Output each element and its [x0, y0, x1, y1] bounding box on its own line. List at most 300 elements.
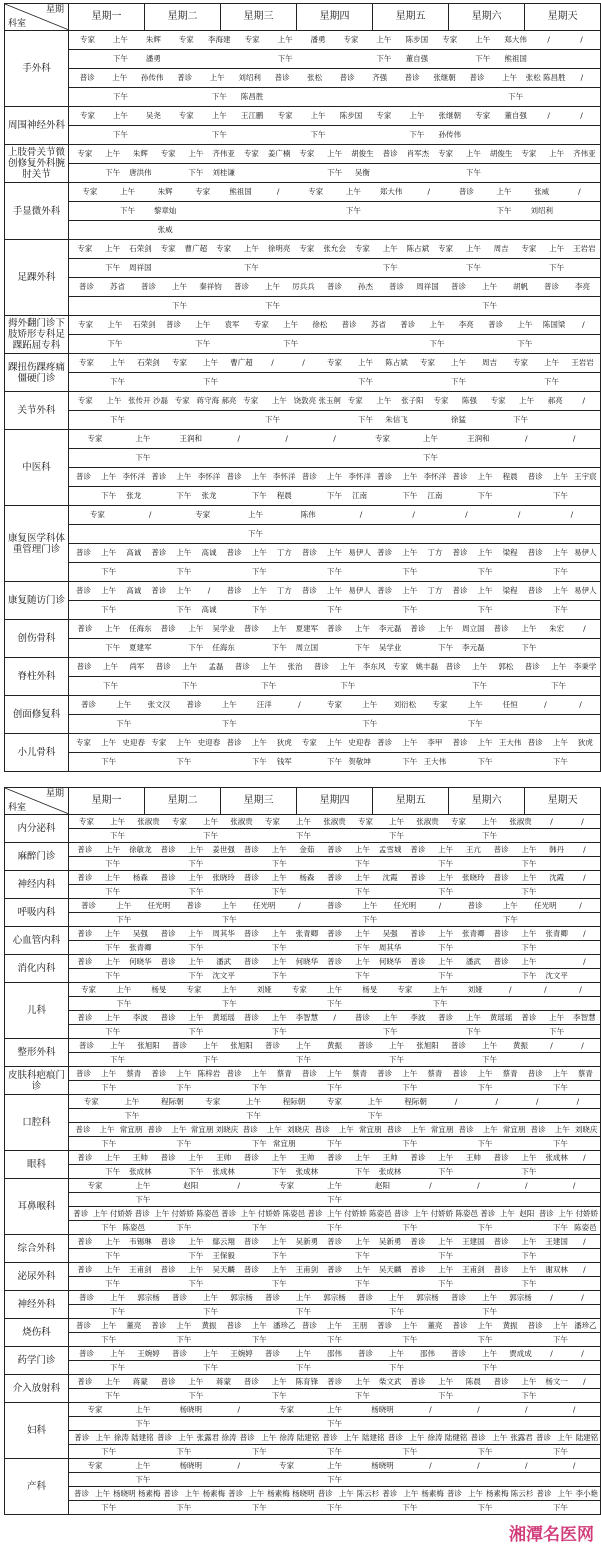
- schedule-cell: /: [550, 1040, 553, 1050]
- schedule-cells: [69, 829, 601, 843]
- schedule-cell: 上午: [271, 396, 287, 405]
- schedule-cell: 上午: [472, 662, 488, 671]
- schedule-cell: 李元磊: [378, 624, 402, 633]
- schedule-cell: 上午: [475, 35, 491, 44]
- schedule-cell: 普诊: [301, 1320, 317, 1330]
- schedule-cell: 上午: [172, 282, 187, 291]
- schedule-cell: /: [544, 984, 547, 994]
- schedule-cell: 下午: [203, 377, 218, 386]
- department-name: 脊柱外科: [5, 658, 69, 696]
- schedule-cell: 普诊: [76, 662, 92, 671]
- schedule-cell: 上午: [243, 244, 259, 253]
- schedule-cell: 上午: [438, 844, 454, 854]
- schedule-cell: 专家: [244, 35, 260, 44]
- schedule-cell: 徐猛: [451, 415, 466, 424]
- schedule-cell: 胡帆: [513, 282, 528, 291]
- schedule-cell: 上午: [354, 1236, 370, 1246]
- schedule-cell: 下午: [135, 1194, 151, 1204]
- schedule-cells: [69, 1235, 601, 1249]
- schedule-cell: 普诊: [234, 662, 250, 671]
- schedule-cell: /: [427, 187, 430, 196]
- schedule-cell: 石荣剑: [137, 358, 160, 367]
- schedule-cell: 王润和: [179, 434, 203, 443]
- schedule-cell: 普诊: [493, 1236, 509, 1246]
- schedule-cell: 普诊: [327, 1152, 343, 1162]
- schedule-cells: [69, 1319, 601, 1333]
- schedule-cell: /: [583, 1376, 586, 1386]
- schedule-cell: 常宜朋: [430, 1124, 454, 1134]
- schedule-cell: /: [454, 1096, 458, 1106]
- schedule-cell: 高诚: [126, 548, 142, 557]
- schedule-cells: [69, 1291, 601, 1305]
- schedule-cell: 上午: [502, 73, 518, 82]
- schedule-cell: 陈步国: [405, 35, 429, 44]
- department-name: 耳鼻喉科: [5, 1179, 69, 1235]
- schedule-cell: 专家: [438, 149, 454, 158]
- department-name: 整形外科: [5, 1039, 69, 1067]
- schedule-cell: /: [438, 900, 442, 910]
- schedule-cell: 下午: [271, 942, 287, 952]
- schedule-cell: 下午: [271, 1390, 287, 1400]
- schedule-cell: 专家: [475, 111, 491, 120]
- schedule-cell: /: [581, 816, 584, 826]
- schedule-cell: 普诊: [301, 472, 317, 481]
- schedule-cell: 上午: [367, 1096, 383, 1106]
- schedule-cell: 上午: [549, 244, 565, 253]
- schedule-cell: 陈云杉: [356, 1488, 380, 1498]
- schedule-cell: 上午: [221, 984, 237, 994]
- schedule-cell: 蔡青: [126, 1068, 142, 1078]
- schedule-cell: 上午: [249, 1488, 265, 1498]
- schedule-cell: 刘晓庆: [574, 1124, 598, 1134]
- schedule-cell: 下午: [521, 1166, 537, 1176]
- schedule-cell: 普诊: [160, 1376, 176, 1386]
- schedule-cell: 赵阳: [183, 1180, 199, 1190]
- schedule-cell: 下午: [101, 567, 117, 576]
- schedule-cell: 王岩岩: [571, 358, 594, 367]
- schedule-cell: 郑大伟: [504, 35, 527, 44]
- schedule-cell: 普诊: [452, 548, 468, 557]
- schedule-cell: 上午: [438, 1264, 454, 1274]
- schedule-cell: 上午: [105, 624, 121, 633]
- schedule-cell: 杨旻: [151, 984, 167, 994]
- schedule-cell: 上午: [105, 928, 121, 938]
- schedule-cell: 普诊: [301, 586, 317, 595]
- schedule-cell: 周立国: [462, 624, 485, 633]
- schedule-cell: 普诊: [226, 1068, 242, 1078]
- schedule-cell: 张成林: [545, 1152, 568, 1162]
- schedule-cell: 上午: [551, 662, 567, 671]
- schedule-cell: 普诊: [177, 73, 193, 82]
- schedule-cells: [69, 1011, 601, 1025]
- schedule-cell: 普诊: [452, 586, 468, 595]
- schedule-cell: 普诊: [470, 1432, 486, 1442]
- schedule-cell: 上午: [451, 358, 466, 367]
- schedule-cell: 下午: [251, 567, 267, 576]
- schedule-cell: 下午: [176, 605, 192, 614]
- schedule-cell: 上午: [521, 1376, 537, 1386]
- schedule-cell: 下午: [135, 453, 151, 462]
- schedule-cell: 上午: [552, 1320, 568, 1330]
- schedule-cell: 上午: [101, 1320, 117, 1330]
- schedule-cell: 下午: [188, 1026, 204, 1036]
- schedule-cell: 专家: [420, 358, 435, 367]
- schedule-cell: 上午: [521, 1264, 537, 1274]
- schedule-cell: 普诊: [243, 928, 259, 938]
- schedule-cell: 普诊: [544, 282, 559, 291]
- table-row: [5, 31, 601, 50]
- schedule-cell: 普诊: [452, 738, 468, 747]
- schedule-cells: [69, 997, 601, 1011]
- schedule-cell: 杨晓明: [371, 1460, 394, 1470]
- schedule-cell: 王宇宸: [574, 472, 597, 481]
- table-row: [5, 1417, 601, 1431]
- schedule-cell: 上午: [271, 1236, 287, 1246]
- schedule-cell: 普诊: [242, 1124, 258, 1134]
- table-row: [5, 1361, 601, 1375]
- schedule-cell: 下午: [265, 415, 280, 424]
- schedule-cell: 下午: [402, 1222, 418, 1232]
- schedule-cell: 吴新勇: [295, 1236, 319, 1246]
- schedule-cell: 下午: [438, 643, 454, 652]
- schedule-cell: 普诊: [172, 1348, 187, 1358]
- schedule-cell: 下午: [521, 970, 537, 980]
- schedule-cell: 普诊: [493, 1152, 509, 1162]
- schedule-cell: /: [570, 510, 574, 519]
- schedule-cell: /: [508, 984, 512, 994]
- schedule-cell: 下午: [271, 886, 287, 896]
- schedule-cell: 朱辉: [157, 187, 173, 196]
- schedule-cell: 普诊: [527, 1068, 543, 1078]
- schedule-cell: 专家: [327, 1096, 343, 1106]
- schedule-cell: 下午: [544, 377, 559, 386]
- schedule-cell: 王亢: [465, 844, 481, 854]
- schedule-cell: 上午: [119, 187, 135, 196]
- schedule-cell: 普诊: [322, 1432, 338, 1442]
- schedule-cell: 上午: [188, 1236, 204, 1246]
- table-row: [5, 927, 601, 941]
- schedule-cell: /: [578, 187, 581, 196]
- schedule-cell: 下午: [552, 1334, 568, 1344]
- table-row: [5, 1095, 601, 1109]
- schedule-cell: /: [517, 510, 521, 519]
- schedule-cell: 普诊: [301, 548, 317, 557]
- schedule-cell: 上午: [101, 586, 117, 595]
- schedule-cell: 下午: [101, 1222, 117, 1232]
- table-row: [5, 430, 601, 449]
- schedule-cells: [69, 468, 601, 487]
- day-header: 星期一: [69, 4, 145, 31]
- schedule-cell: /: [580, 111, 583, 120]
- schedule-cells: [69, 1095, 601, 1109]
- schedule-cell: 下午: [402, 1502, 418, 1512]
- schedule-cell: 下午: [508, 92, 524, 101]
- schedule-cells: [69, 899, 601, 913]
- schedule-cell: 常宜朋: [358, 1124, 382, 1134]
- schedule-cell: 上午: [176, 586, 192, 595]
- schedule-cell: 专家: [195, 187, 211, 196]
- schedule-cell: 普诊: [313, 662, 329, 671]
- schedule-cell: 上午: [112, 73, 128, 82]
- schedule-cell: 李怀洋: [122, 472, 145, 481]
- schedule-cell: 下午: [135, 1474, 151, 1484]
- table-row: [5, 1501, 601, 1515]
- schedule-cell: /: [550, 816, 553, 826]
- table-row: [5, 1011, 601, 1025]
- schedule-cells: [69, 449, 601, 468]
- schedule-cell: 普诊: [160, 1152, 176, 1162]
- table-row: [5, 1193, 601, 1207]
- schedule-cell: 杨旻: [362, 984, 378, 994]
- schedule-cell: 张威: [534, 187, 550, 196]
- schedule-cell: 周祥国: [416, 282, 439, 291]
- schedule-cell: /: [412, 510, 415, 519]
- schedule-cell: /: [359, 510, 363, 519]
- schedule-cell: 下午: [261, 681, 277, 690]
- schedule-cell: 王婉婷: [137, 1348, 160, 1358]
- day-header: 星期六: [449, 788, 525, 815]
- schedule-cell: 张文汉: [147, 700, 171, 709]
- schedule-cell: 上午: [116, 900, 132, 910]
- schedule-cell: 李智慧: [295, 1012, 319, 1022]
- schedule-cell: 张威: [157, 225, 173, 234]
- schedule-cell: 张允会: [323, 244, 346, 253]
- schedule-cell: 徐涛 陆健铭: [427, 1432, 468, 1442]
- schedule-cell: 下午: [521, 886, 537, 896]
- schedule-cell: 上午: [221, 900, 237, 910]
- schedule-cell: 普诊: [265, 1040, 280, 1050]
- schedule-cell: 下午: [358, 415, 373, 424]
- schedule-cell: /: [524, 434, 528, 443]
- schedule-cell: 上午: [402, 472, 418, 481]
- schedule-cells: [69, 297, 601, 316]
- schedule-cell: 上午: [271, 1152, 287, 1162]
- table-row: [5, 601, 601, 620]
- schedule-cell: 普诊: [451, 1040, 466, 1050]
- schedule-cell: /: [547, 111, 550, 120]
- schedule-cell: 何晓华: [129, 956, 152, 966]
- schedule-cell: 苏省: [370, 320, 386, 329]
- schedule-cell: 普诊: [77, 1236, 93, 1246]
- schedule-cell: 普诊: [243, 624, 259, 633]
- schedule-cell: 上午: [327, 1180, 343, 1190]
- schedule-cell: /: [583, 1236, 586, 1246]
- schedule-cell: 专家: [521, 149, 537, 158]
- schedule-cell: 下午: [110, 1306, 125, 1316]
- schedule-cell: 专家: [172, 358, 187, 367]
- schedule-cell: 专家: [87, 434, 103, 443]
- schedule-cell: 吴衡: [354, 168, 370, 177]
- schedule-cell: 陈强: [462, 396, 478, 405]
- table-row: [5, 1179, 601, 1193]
- schedule-cell: 专家: [521, 244, 537, 253]
- schedule-cell: 下午: [354, 1250, 370, 1260]
- day-header: 星期二: [145, 4, 221, 31]
- schedule-cell: 蔡青: [276, 1068, 292, 1078]
- schedule-cell: 王大伟: [498, 738, 522, 747]
- schedule-cell: 王岩岩: [573, 244, 596, 253]
- table-row: [5, 871, 601, 885]
- schedule-cell: /: [207, 586, 211, 595]
- schedule-cell: 李秉学: [573, 662, 597, 671]
- schedule-cell: 下午: [105, 970, 121, 980]
- table-row: [5, 107, 601, 126]
- table-row: [5, 1123, 601, 1137]
- schedule-cell: 下午: [105, 1250, 121, 1260]
- table-row: [5, 843, 601, 857]
- schedule-cell: 下午: [354, 1390, 370, 1400]
- schedule-cell: 张青卿: [545, 928, 568, 938]
- schedule-cell: 杨森: [299, 872, 315, 882]
- schedule-cell: 下午: [182, 681, 198, 690]
- schedule-cell: 普诊: [307, 1208, 323, 1218]
- schedule-cell: /: [582, 396, 586, 405]
- schedule-cell: 上午: [105, 844, 121, 854]
- schedule-cell: 下午: [465, 1026, 481, 1036]
- table-row: [5, 525, 601, 544]
- schedule-cell: 董亮: [126, 1320, 142, 1330]
- schedule-cell: 孙传伟: [438, 130, 462, 139]
- schedule-cell: 下午: [345, 206, 361, 215]
- schedule-cell: 普诊: [141, 282, 156, 291]
- schedule-cell: 上午: [176, 1320, 192, 1330]
- schedule-cell: 下午: [101, 1082, 117, 1092]
- schedule-cells: [69, 1025, 601, 1039]
- schedule-cell: 沈文平: [212, 970, 235, 980]
- schedule-cell: 赵阳: [374, 1180, 390, 1190]
- schedule-cell: 易伊人: [348, 548, 371, 557]
- schedule-cell: 普诊: [243, 1376, 259, 1386]
- schedule-cell: 专家: [79, 816, 94, 826]
- schedule-cell: 杨素梅: [421, 1488, 444, 1498]
- schedule-cell: 付娇娇: [575, 1208, 599, 1218]
- schedule-cell: 李怀洋: [423, 472, 447, 481]
- schedule-cell: 王甫剑: [129, 1264, 152, 1274]
- schedule-cell: 唐洪伟: [129, 168, 152, 177]
- schedule-cell: 王帅: [299, 1152, 315, 1162]
- schedule-cell: 付娇娇 陈姿邑: [430, 1208, 479, 1218]
- day-header: 星期三: [221, 4, 297, 31]
- schedule-cell: 梁程: [502, 586, 518, 595]
- schedule-cell: 下午: [251, 605, 267, 614]
- schedule-cell: 专家: [81, 984, 97, 994]
- schedule-cell: 上午: [552, 472, 568, 481]
- schedule-cell: 上午: [283, 320, 299, 329]
- schedule-cell: 陈育锋: [295, 1376, 319, 1386]
- schedule-cell: 专家: [279, 1460, 295, 1470]
- schedule-cell: 专家: [216, 244, 232, 253]
- schedule-cell: 上午: [362, 700, 378, 709]
- schedule-cell: 普诊: [151, 472, 167, 481]
- schedule-cell: 下午: [389, 1362, 404, 1372]
- schedule-table-2: [4, 787, 601, 1515]
- schedule-cell: 下午: [521, 858, 537, 868]
- department-name: 拇外翻门诊下肢矫形专科足踝跖屈专科: [5, 316, 69, 354]
- schedule-cell: 上午: [327, 984, 343, 994]
- department-name: 消化内科: [5, 955, 69, 983]
- schedule-cell: 陈国梁: [542, 320, 566, 329]
- schedule-cell: 上午: [92, 1208, 108, 1218]
- schedule-cell: 王帅: [132, 1152, 148, 1162]
- schedule-cell: /: [333, 434, 336, 443]
- schedule-cell: 下午: [326, 1082, 342, 1092]
- schedule-cell: 张松 陈昌胜: [525, 73, 566, 82]
- schedule-cell: 上午: [101, 738, 117, 747]
- schedule-cell: 下午: [402, 567, 418, 576]
- schedule-cell: /: [583, 1264, 586, 1274]
- schedule-cell: 张成林: [295, 1166, 319, 1176]
- department-name: 康复随访门诊: [5, 582, 69, 620]
- schedule-cell: 张露君 徐涛: [196, 1432, 237, 1442]
- schedule-cell: 专家: [279, 1180, 295, 1190]
- schedule-cell: 黄振: [327, 1040, 342, 1050]
- schedule-cell: 下午: [326, 757, 342, 766]
- schedule-cell: 下午: [271, 643, 287, 652]
- table-row: [5, 1473, 601, 1487]
- schedule-cell: 陆建铭: [362, 1432, 385, 1442]
- schedule-cell: 下午: [101, 757, 117, 766]
- schedule-cell: 上午: [438, 1236, 454, 1246]
- schedule-cell: 上午: [482, 816, 497, 826]
- schedule-cell: 下午: [409, 130, 425, 139]
- schedule-cell: 普诊: [327, 956, 343, 966]
- schedule-cell: 上午: [105, 1012, 121, 1022]
- schedule-cell: 普诊: [452, 1320, 468, 1330]
- schedule-cells: [69, 563, 601, 582]
- schedule-cell: 孙传伟: [140, 73, 164, 82]
- schedule-cell: 下午: [521, 1390, 537, 1400]
- schedule-cell: 任光明: [147, 900, 171, 910]
- department-name: 手外科: [5, 31, 69, 107]
- schedule-cell: 上午: [203, 1348, 218, 1358]
- schedule-cell: 上午: [271, 872, 287, 882]
- schedule-cell: 普诊: [155, 662, 171, 671]
- schedule-cell: 张青卿: [295, 928, 319, 938]
- schedule-cell: 刘桂谦: [212, 168, 235, 177]
- schedule-cell: 普诊: [358, 1292, 373, 1302]
- schedule-cell: 王保毅: [212, 1250, 235, 1260]
- table-row: [5, 354, 601, 373]
- table-row: [5, 69, 601, 88]
- schedule-cell: 潘勇: [145, 54, 161, 63]
- schedule-cell: 普诊: [81, 700, 97, 709]
- schedule-cell: 上午: [438, 872, 454, 882]
- schedule-cell: 上午: [482, 1292, 497, 1302]
- schedule-cell: 蔡青: [352, 1068, 368, 1078]
- schedule-cell: 上午: [521, 844, 537, 854]
- schedule-cell: 上午: [354, 624, 370, 633]
- schedule-cell: 下午: [451, 377, 466, 386]
- schedule-cells: [69, 1137, 601, 1151]
- schedule-cell: 下午: [402, 1082, 418, 1092]
- schedule-cell: 上午: [477, 548, 493, 557]
- department-name: 踝扭伤踝疼痛僵硬门诊: [5, 354, 69, 392]
- table-row: [5, 1487, 601, 1501]
- schedule-cell: 普诊: [265, 1292, 280, 1302]
- schedule-cell: 上午: [110, 1040, 125, 1050]
- schedule-cell: 普诊: [410, 1152, 426, 1162]
- schedule-cell: 上午: [482, 1348, 497, 1358]
- schedule-cell: 下午: [112, 130, 128, 139]
- schedule-cells: [69, 639, 601, 658]
- schedule-cell: 上午: [492, 1432, 508, 1442]
- schedule-cell: 下午: [101, 1502, 117, 1512]
- schedule-cell: 下午: [105, 263, 121, 272]
- schedule-cell: 上午: [409, 111, 425, 120]
- schedule-cell: 常宜朋: [273, 1138, 296, 1148]
- department-name: 上肢骨关节微创修复外科腕肘关节: [5, 145, 69, 183]
- schedule-cell: 钱军: [276, 757, 292, 766]
